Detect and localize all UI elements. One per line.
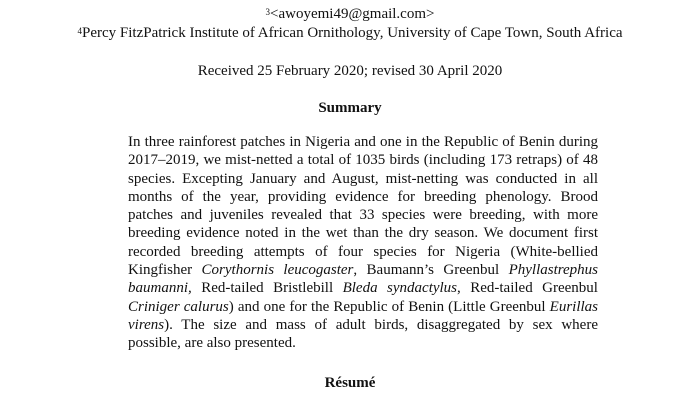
- text-run: ) and one for the Republic of Benin (Little Greenbul: [228, 298, 550, 315]
- species-name: Criniger calurus: [128, 298, 229, 315]
- summary-line: [128, 298, 598, 316]
- corresponding-email: [0, 5, 700, 23]
- email-address[interactable]: <awoyemi49@gmail.com>: [270, 6, 435, 22]
- species-name: Corythornis leucogaster: [201, 262, 354, 279]
- species-name: baumanni,: [128, 280, 192, 297]
- species-name: Bleda syndactylus: [342, 280, 458, 297]
- summary-line: 2017–2019, we mist-netted a total of 1035 birds (including 173 retraps) of 48: [128, 152, 598, 169]
- email-superscript: 3: [265, 7, 271, 17]
- summary-line: possible, are also presented.: [128, 335, 296, 352]
- text-run: , Red-tailed Greenbul: [457, 280, 598, 297]
- text-run: , Baumann’s Greenbul: [353, 262, 509, 279]
- summary-line: [128, 261, 598, 279]
- received-dates: Received 25 February 2020; revised 30 April 2020: [197, 63, 503, 79]
- affiliation-superscript: 4: [77, 26, 82, 36]
- summary-line: patches and juveniles revealed that 33 species were breeding, with more: [128, 207, 598, 224]
- summary-line: [128, 279, 598, 297]
- affiliation: [0, 24, 700, 42]
- species-name: Phyllastrephus: [508, 262, 599, 279]
- species-name: virens: [128, 316, 165, 333]
- summary-line: recorded breeding attempts of four species for Nigeria (White-bellied: [128, 243, 598, 260]
- summary-line: months of the year, providing evidence for breeding phenology. Brood: [128, 188, 598, 205]
- summary-line: breeding evidence noted in the wet than the dry season. We document first: [128, 225, 598, 242]
- summary-body: [128, 133, 598, 353]
- species-name: Eurillas: [549, 298, 598, 315]
- summary-line: species. Excepting January and August, mist-netting was conducted in all: [128, 170, 598, 187]
- affiliation-text: Percy FitzPatrick Institute of African Ornithology, University of Cape Town, South Africa: [81, 25, 623, 41]
- summary-line: In three rainforest patches in Nigeria and one in the Republic of Benin during: [128, 134, 598, 150]
- summary-line: [128, 316, 598, 334]
- text-run: Red-tailed Bristlebill: [191, 280, 343, 297]
- text-run: ). The size and mass of adult birds, disaggregated by sex where: [164, 316, 598, 333]
- text-run: Kingfisher: [128, 262, 202, 279]
- resume-heading: Résumé: [324, 375, 376, 391]
- summary-heading: Summary: [318, 100, 382, 116]
